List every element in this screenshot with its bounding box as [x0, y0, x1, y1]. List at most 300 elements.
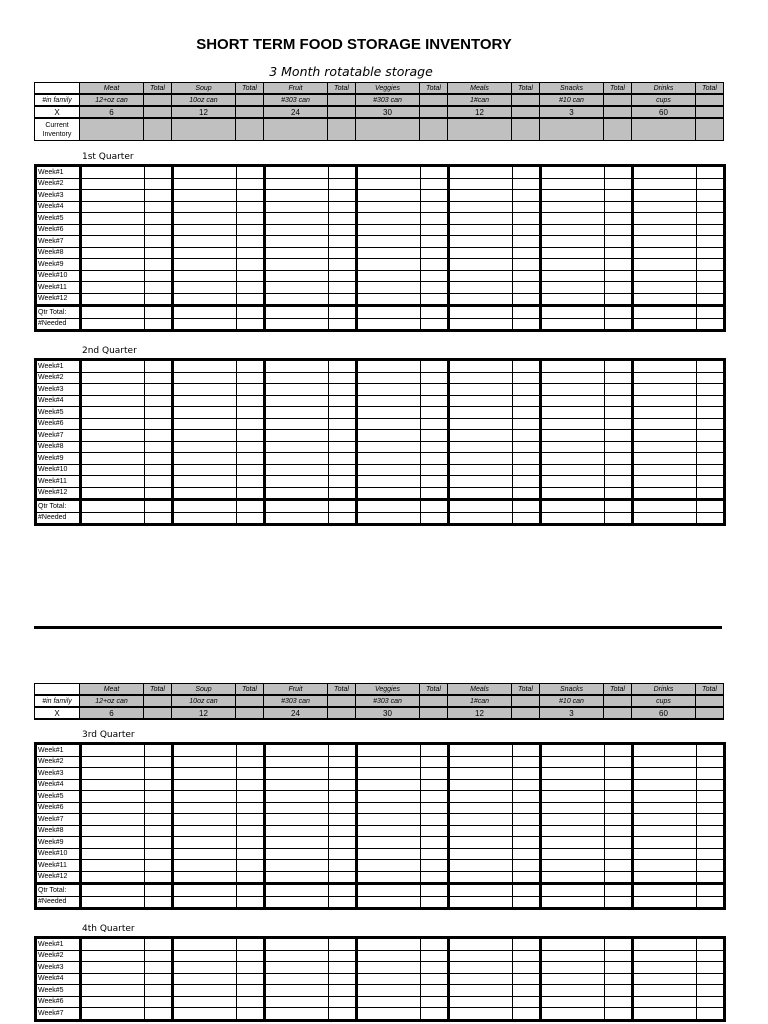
entry-total-cell[interactable] [237, 802, 265, 814]
entry-cell[interactable] [265, 395, 329, 407]
entry-total-cell[interactable] [605, 418, 633, 430]
entry-cell[interactable] [633, 837, 697, 849]
entry-cell[interactable] [449, 837, 513, 849]
entry-cell[interactable] [173, 318, 237, 331]
entry-cell[interactable] [449, 884, 513, 897]
entry-total-cell[interactable] [513, 293, 541, 306]
entry-total-cell[interactable] [329, 860, 357, 872]
entry-cell[interactable] [633, 825, 697, 837]
entry-cell[interactable] [449, 985, 513, 997]
entry-cell[interactable] [173, 973, 237, 985]
entry-cell[interactable] [81, 441, 145, 453]
entry-total-cell[interactable] [145, 293, 173, 306]
entry-total-cell[interactable] [421, 318, 449, 331]
entry-cell[interactable] [265, 360, 329, 373]
entry-cell[interactable] [265, 453, 329, 465]
entry-cell[interactable] [265, 384, 329, 396]
entry-total-cell[interactable] [605, 779, 633, 791]
entry-total-cell[interactable] [421, 247, 449, 259]
entry-total-cell[interactable] [697, 306, 725, 319]
entry-total-cell[interactable] [513, 779, 541, 791]
entry-cell[interactable] [357, 996, 421, 1008]
entry-total-cell[interactable] [237, 871, 265, 884]
entry-cell[interactable] [357, 768, 421, 780]
entry-cell[interactable] [633, 744, 697, 757]
entry-cell[interactable] [357, 360, 421, 373]
entry-cell[interactable] [357, 791, 421, 803]
entry-total-cell[interactable] [421, 213, 449, 225]
entry-total-cell[interactable] [513, 190, 541, 202]
entry-total-cell[interactable] [145, 814, 173, 826]
entry-cell[interactable] [81, 962, 145, 974]
entry-cell[interactable] [541, 441, 605, 453]
entry-cell[interactable] [449, 247, 513, 259]
entry-cell[interactable] [449, 791, 513, 803]
entry-total-cell[interactable] [421, 441, 449, 453]
entry-cell[interactable] [81, 896, 145, 909]
entry-cell[interactable] [357, 270, 421, 282]
entry-total-cell[interactable] [237, 190, 265, 202]
entry-total-cell[interactable] [421, 791, 449, 803]
entry-cell[interactable] [633, 860, 697, 872]
entry-total-cell[interactable] [329, 756, 357, 768]
entry-total-cell[interactable] [697, 512, 725, 525]
entry-cell[interactable] [173, 837, 237, 849]
entry-cell[interactable] [81, 837, 145, 849]
entry-total-cell[interactable] [145, 871, 173, 884]
entry-total-cell[interactable] [513, 384, 541, 396]
entry-total-cell[interactable] [605, 962, 633, 974]
entry-cell[interactable] [449, 814, 513, 826]
entry-cell[interactable] [81, 848, 145, 860]
entry-cell[interactable] [173, 985, 237, 997]
entry-cell[interactable] [265, 802, 329, 814]
entry-cell[interactable] [541, 500, 605, 513]
entry-total-cell[interactable] [237, 270, 265, 282]
entry-cell[interactable] [541, 996, 605, 1008]
entry-cell[interactable] [449, 236, 513, 248]
entry-total-cell[interactable] [421, 756, 449, 768]
entry-total-cell[interactable] [421, 259, 449, 271]
entry-cell[interactable] [633, 814, 697, 826]
entry-cell[interactable] [173, 896, 237, 909]
entry-cell[interactable] [265, 487, 329, 500]
entry-cell[interactable] [633, 407, 697, 419]
entry-total-cell[interactable] [421, 500, 449, 513]
entry-cell[interactable] [265, 418, 329, 430]
entry-total-cell[interactable] [145, 791, 173, 803]
entry-cell[interactable] [81, 282, 145, 294]
entry-total-cell[interactable] [145, 259, 173, 271]
entry-cell[interactable] [265, 896, 329, 909]
entry-total-cell[interactable] [237, 247, 265, 259]
entry-total-cell[interactable] [329, 950, 357, 962]
entry-total-cell[interactable] [329, 306, 357, 319]
entry-total-cell[interactable] [329, 166, 357, 179]
current-inventory-cell[interactable] [80, 118, 144, 141]
entry-cell[interactable] [633, 779, 697, 791]
entry-cell[interactable] [449, 318, 513, 331]
entry-total-cell[interactable] [329, 500, 357, 513]
entry-cell[interactable] [449, 190, 513, 202]
entry-total-cell[interactable] [421, 395, 449, 407]
entry-total-cell[interactable] [605, 395, 633, 407]
entry-cell[interactable] [81, 779, 145, 791]
entry-total-cell[interactable] [513, 418, 541, 430]
entry-cell[interactable] [357, 825, 421, 837]
entry-cell[interactable] [449, 306, 513, 319]
entry-cell[interactable] [449, 950, 513, 962]
entry-cell[interactable] [357, 962, 421, 974]
entry-total-cell[interactable] [421, 293, 449, 306]
entry-cell[interactable] [265, 224, 329, 236]
entry-cell[interactable] [449, 476, 513, 488]
entry-total-cell[interactable] [145, 825, 173, 837]
entry-cell[interactable] [173, 282, 237, 294]
entry-cell[interactable] [357, 293, 421, 306]
entry-total-cell[interactable] [237, 512, 265, 525]
entry-cell[interactable] [357, 259, 421, 271]
entry-total-cell[interactable] [329, 282, 357, 294]
entry-cell[interactable] [541, 395, 605, 407]
entry-cell[interactable] [449, 259, 513, 271]
entry-cell[interactable] [633, 224, 697, 236]
entry-total-cell[interactable] [329, 407, 357, 419]
entry-total-cell[interactable] [145, 779, 173, 791]
entry-total-cell[interactable] [421, 360, 449, 373]
entry-total-cell[interactable] [513, 837, 541, 849]
entry-cell[interactable] [541, 950, 605, 962]
entry-total-cell[interactable] [421, 962, 449, 974]
entry-total-cell[interactable] [145, 247, 173, 259]
entry-total-cell[interactable] [145, 985, 173, 997]
entry-total-cell[interactable] [605, 247, 633, 259]
entry-total-cell[interactable] [329, 884, 357, 897]
entry-total-cell[interactable] [697, 407, 725, 419]
entry-total-cell[interactable] [145, 848, 173, 860]
entry-cell[interactable] [449, 896, 513, 909]
entry-cell[interactable] [633, 487, 697, 500]
entry-total-cell[interactable] [513, 791, 541, 803]
entry-total-cell[interactable] [605, 372, 633, 384]
entry-cell[interactable] [541, 962, 605, 974]
entry-cell[interactable] [449, 848, 513, 860]
entry-total-cell[interactable] [697, 384, 725, 396]
entry-total-cell[interactable] [237, 950, 265, 962]
entry-cell[interactable] [265, 318, 329, 331]
entry-cell[interactable] [633, 395, 697, 407]
entry-total-cell[interactable] [421, 825, 449, 837]
entry-cell[interactable] [541, 384, 605, 396]
entry-total-cell[interactable] [329, 293, 357, 306]
entry-total-cell[interactable] [145, 1008, 173, 1021]
entry-total-cell[interactable] [329, 360, 357, 373]
entry-total-cell[interactable] [697, 247, 725, 259]
entry-total-cell[interactable] [329, 825, 357, 837]
entry-cell[interactable] [173, 884, 237, 897]
entry-cell[interactable] [633, 213, 697, 225]
entry-cell[interactable] [265, 306, 329, 319]
entry-cell[interactable] [449, 453, 513, 465]
entry-total-cell[interactable] [237, 985, 265, 997]
entry-total-cell[interactable] [513, 360, 541, 373]
entry-total-cell[interactable] [237, 791, 265, 803]
entry-total-cell[interactable] [421, 871, 449, 884]
entry-cell[interactable] [265, 871, 329, 884]
entry-total-cell[interactable] [697, 487, 725, 500]
entry-cell[interactable] [357, 247, 421, 259]
entry-total-cell[interactable] [605, 896, 633, 909]
entry-total-cell[interactable] [145, 360, 173, 373]
entry-total-cell[interactable] [237, 236, 265, 248]
entry-cell[interactable] [173, 270, 237, 282]
entry-cell[interactable] [357, 500, 421, 513]
entry-total-cell[interactable] [145, 213, 173, 225]
entry-cell[interactable] [633, 360, 697, 373]
entry-total-cell[interactable] [421, 430, 449, 442]
entry-total-cell[interactable] [421, 407, 449, 419]
entry-total-cell[interactable] [237, 996, 265, 1008]
entry-cell[interactable] [541, 224, 605, 236]
entry-total-cell[interactable] [237, 372, 265, 384]
entry-total-cell[interactable] [421, 190, 449, 202]
entry-total-cell[interactable] [605, 306, 633, 319]
entry-cell[interactable] [541, 430, 605, 442]
entry-total-cell[interactable] [605, 871, 633, 884]
entry-total-cell[interactable] [605, 791, 633, 803]
entry-cell[interactable] [633, 848, 697, 860]
entry-total-cell[interactable] [329, 441, 357, 453]
entry-total-cell[interactable] [513, 938, 541, 951]
entry-total-cell[interactable] [145, 224, 173, 236]
entry-cell[interactable] [265, 938, 329, 951]
entry-cell[interactable] [633, 756, 697, 768]
entry-cell[interactable] [449, 860, 513, 872]
entry-total-cell[interactable] [605, 293, 633, 306]
entry-total-cell[interactable] [697, 224, 725, 236]
entry-cell[interactable] [173, 430, 237, 442]
current-total-cell[interactable] [144, 118, 172, 141]
entry-cell[interactable] [541, 372, 605, 384]
entry-total-cell[interactable] [329, 512, 357, 525]
entry-cell[interactable] [541, 407, 605, 419]
entry-total-cell[interactable] [237, 779, 265, 791]
entry-total-cell[interactable] [145, 938, 173, 951]
entry-cell[interactable] [173, 938, 237, 951]
entry-cell[interactable] [449, 270, 513, 282]
entry-cell[interactable] [633, 512, 697, 525]
entry-cell[interactable] [81, 500, 145, 513]
entry-total-cell[interactable] [421, 938, 449, 951]
entry-cell[interactable] [633, 318, 697, 331]
entry-cell[interactable] [265, 476, 329, 488]
entry-total-cell[interactable] [145, 282, 173, 294]
entry-cell[interactable] [541, 814, 605, 826]
entry-total-cell[interactable] [605, 190, 633, 202]
entry-total-cell[interactable] [513, 768, 541, 780]
entry-cell[interactable] [81, 950, 145, 962]
entry-total-cell[interactable] [145, 178, 173, 190]
current-total-cell[interactable] [512, 118, 540, 141]
entry-total-cell[interactable] [513, 236, 541, 248]
entry-cell[interactable] [357, 1008, 421, 1021]
entry-total-cell[interactable] [697, 996, 725, 1008]
entry-cell[interactable] [633, 1008, 697, 1021]
entry-cell[interactable] [81, 768, 145, 780]
entry-cell[interactable] [357, 318, 421, 331]
entry-cell[interactable] [357, 190, 421, 202]
entry-cell[interactable] [265, 791, 329, 803]
entry-cell[interactable] [541, 259, 605, 271]
entry-cell[interactable] [449, 487, 513, 500]
entry-total-cell[interactable] [329, 190, 357, 202]
entry-total-cell[interactable] [237, 814, 265, 826]
entry-total-cell[interactable] [145, 190, 173, 202]
entry-total-cell[interactable] [605, 512, 633, 525]
entry-cell[interactable] [265, 201, 329, 213]
entry-total-cell[interactable] [697, 814, 725, 826]
entry-total-cell[interactable] [329, 259, 357, 271]
entry-total-cell[interactable] [145, 837, 173, 849]
entry-total-cell[interactable] [237, 418, 265, 430]
entry-total-cell[interactable] [329, 453, 357, 465]
entry-total-cell[interactable] [697, 236, 725, 248]
entry-cell[interactable] [449, 178, 513, 190]
entry-cell[interactable] [81, 476, 145, 488]
entry-total-cell[interactable] [329, 270, 357, 282]
entry-cell[interactable] [81, 938, 145, 951]
entry-total-cell[interactable] [605, 837, 633, 849]
entry-cell[interactable] [265, 962, 329, 974]
entry-cell[interactable] [449, 779, 513, 791]
current-inventory-cell[interactable] [356, 118, 420, 141]
entry-cell[interactable] [541, 453, 605, 465]
entry-cell[interactable] [265, 430, 329, 442]
entry-total-cell[interactable] [421, 996, 449, 1008]
entry-total-cell[interactable] [421, 768, 449, 780]
entry-cell[interactable] [633, 430, 697, 442]
entry-total-cell[interactable] [605, 1008, 633, 1021]
entry-cell[interactable] [357, 512, 421, 525]
entry-cell[interactable] [357, 950, 421, 962]
entry-cell[interactable] [357, 973, 421, 985]
entry-total-cell[interactable] [421, 985, 449, 997]
entry-cell[interactable] [541, 884, 605, 897]
entry-cell[interactable] [265, 996, 329, 1008]
current-total-cell[interactable] [420, 118, 448, 141]
entry-cell[interactable] [357, 985, 421, 997]
entry-total-cell[interactable] [237, 848, 265, 860]
entry-total-cell[interactable] [605, 973, 633, 985]
entry-total-cell[interactable] [237, 973, 265, 985]
entry-cell[interactable] [633, 293, 697, 306]
entry-cell[interactable] [265, 985, 329, 997]
entry-cell[interactable] [357, 848, 421, 860]
entry-cell[interactable] [541, 464, 605, 476]
entry-cell[interactable] [633, 950, 697, 962]
entry-total-cell[interactable] [697, 896, 725, 909]
entry-total-cell[interactable] [513, 950, 541, 962]
entry-cell[interactable] [357, 871, 421, 884]
entry-total-cell[interactable] [697, 744, 725, 757]
entry-cell[interactable] [449, 871, 513, 884]
entry-cell[interactable] [633, 166, 697, 179]
entry-total-cell[interactable] [513, 744, 541, 757]
entry-cell[interactable] [633, 259, 697, 271]
entry-cell[interactable] [541, 190, 605, 202]
entry-total-cell[interactable] [329, 236, 357, 248]
entry-cell[interactable] [541, 293, 605, 306]
entry-cell[interactable] [81, 487, 145, 500]
entry-total-cell[interactable] [513, 306, 541, 319]
current-total-cell[interactable] [328, 118, 356, 141]
entry-total-cell[interactable] [329, 837, 357, 849]
entry-cell[interactable] [449, 756, 513, 768]
entry-cell[interactable] [449, 464, 513, 476]
entry-total-cell[interactable] [421, 896, 449, 909]
entry-total-cell[interactable] [145, 464, 173, 476]
entry-total-cell[interactable] [237, 318, 265, 331]
entry-cell[interactable] [357, 802, 421, 814]
entry-cell[interactable] [633, 996, 697, 1008]
entry-total-cell[interactable] [145, 453, 173, 465]
entry-total-cell[interactable] [329, 802, 357, 814]
entry-cell[interactable] [81, 996, 145, 1008]
entry-cell[interactable] [541, 247, 605, 259]
entry-cell[interactable] [633, 453, 697, 465]
entry-cell[interactable] [265, 178, 329, 190]
entry-total-cell[interactable] [513, 871, 541, 884]
entry-total-cell[interactable] [513, 487, 541, 500]
entry-cell[interactable] [265, 860, 329, 872]
entry-total-cell[interactable] [329, 224, 357, 236]
current-total-cell[interactable] [604, 118, 632, 141]
entry-total-cell[interactable] [421, 384, 449, 396]
entry-cell[interactable] [633, 178, 697, 190]
entry-total-cell[interactable] [697, 938, 725, 951]
entry-cell[interactable] [265, 837, 329, 849]
entry-cell[interactable] [265, 247, 329, 259]
entry-cell[interactable] [449, 441, 513, 453]
entry-total-cell[interactable] [513, 996, 541, 1008]
entry-total-cell[interactable] [697, 201, 725, 213]
entry-total-cell[interactable] [605, 282, 633, 294]
entry-total-cell[interactable] [513, 476, 541, 488]
entry-cell[interactable] [541, 896, 605, 909]
entry-total-cell[interactable] [421, 236, 449, 248]
entry-total-cell[interactable] [421, 270, 449, 282]
entry-total-cell[interactable] [513, 372, 541, 384]
entry-cell[interactable] [81, 802, 145, 814]
entry-cell[interactable] [265, 512, 329, 525]
entry-cell[interactable] [449, 395, 513, 407]
entry-total-cell[interactable] [237, 282, 265, 294]
entry-total-cell[interactable] [421, 512, 449, 525]
entry-total-cell[interactable] [237, 178, 265, 190]
current-inventory-cell[interactable] [448, 118, 512, 141]
entry-cell[interactable] [449, 512, 513, 525]
entry-cell[interactable] [541, 756, 605, 768]
entry-cell[interactable] [449, 166, 513, 179]
current-inventory-cell[interactable] [264, 118, 328, 141]
entry-cell[interactable] [541, 973, 605, 985]
entry-total-cell[interactable] [605, 938, 633, 951]
entry-cell[interactable] [449, 360, 513, 373]
entry-cell[interactable] [449, 293, 513, 306]
entry-cell[interactable] [81, 756, 145, 768]
entry-cell[interactable] [81, 418, 145, 430]
entry-total-cell[interactable] [421, 224, 449, 236]
